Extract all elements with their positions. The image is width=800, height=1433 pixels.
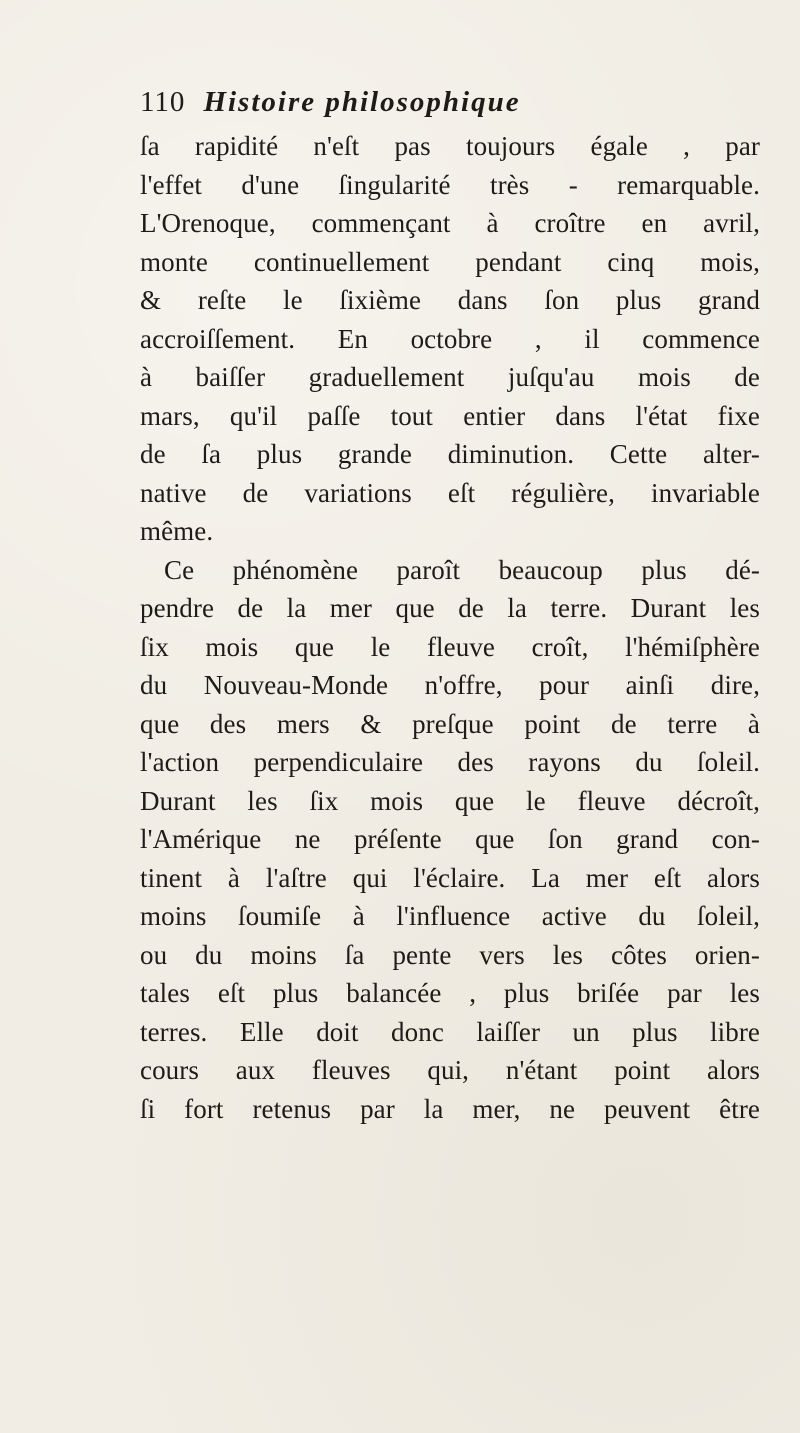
text-line: l'action perpendiculaire des rayons du ſoleil. [140, 747, 760, 777]
text-line: l'effet d'une ſingularité très - remarquable. [140, 169, 760, 200]
text-line: que des mers & preſque point de terre à [140, 708, 760, 739]
running-title [203, 86, 520, 118]
page-number: 110 [140, 86, 186, 118]
text-line: Durant les ſix mois que le fleuve décroît, [140, 785, 760, 816]
text-line: & reſte le ſixième dans ſon plus grand [140, 285, 760, 315]
running-title-text: Histoire philosophique [203, 86, 521, 118]
text-line: terres. Elle doit donc laiſſer un plus libre [140, 1016, 760, 1047]
text-line: ſa rapidité n'eſt pas toujours égale , par [140, 131, 760, 161]
text-line: native de variations eſt régulière, invariable [140, 477, 760, 508]
text-line: monte continuellement pendant cinq mois, [140, 246, 760, 277]
running-header [140, 86, 760, 126]
text-line: de ſa plus grande diminution. Cette alter- [140, 439, 760, 469]
text-line: l'Amérique ne préſente que ſon grand con- [140, 824, 760, 854]
text-line: ou du moins ſa pente vers les côtes orien- [140, 939, 760, 970]
text-line: tales eſt plus balancée , plus briſée par les [140, 978, 760, 1008]
body-text [140, 127, 760, 1128]
text-line: Ce phénomène paroît beaucoup plus dé- [164, 554, 760, 585]
text-line: pendre de la mer que de la terre. Durant les [140, 593, 760, 623]
text-line: mars, qu'il paſſe tout entier dans l'état fixe [140, 400, 760, 431]
text-line: ſix mois que le fleuve croît, l'hémiſphère [140, 631, 760, 662]
text-line: tinent à l'aſtre qui l'éclaire. La mer eſt alors [140, 862, 760, 893]
text-line: cours aux fleuves qui, n'étant point alors [140, 1055, 760, 1085]
text-line: du Nouveau-Monde n'offre, pour ainſi dire, [140, 670, 760, 700]
text-line: accroiſſement. En octobre , il commence [140, 323, 760, 354]
text-line: moins ſoumiſe à l'influence active du ſoleil, [140, 901, 760, 931]
text-line: à baiſſer graduellement juſqu'au mois de [140, 362, 760, 392]
text-line: même. [140, 516, 214, 546]
text-line: L'Orenoque, commençant à croître en avril, [140, 208, 760, 238]
text-line: ſi fort retenus par la mer, ne peuvent être [140, 1093, 760, 1124]
